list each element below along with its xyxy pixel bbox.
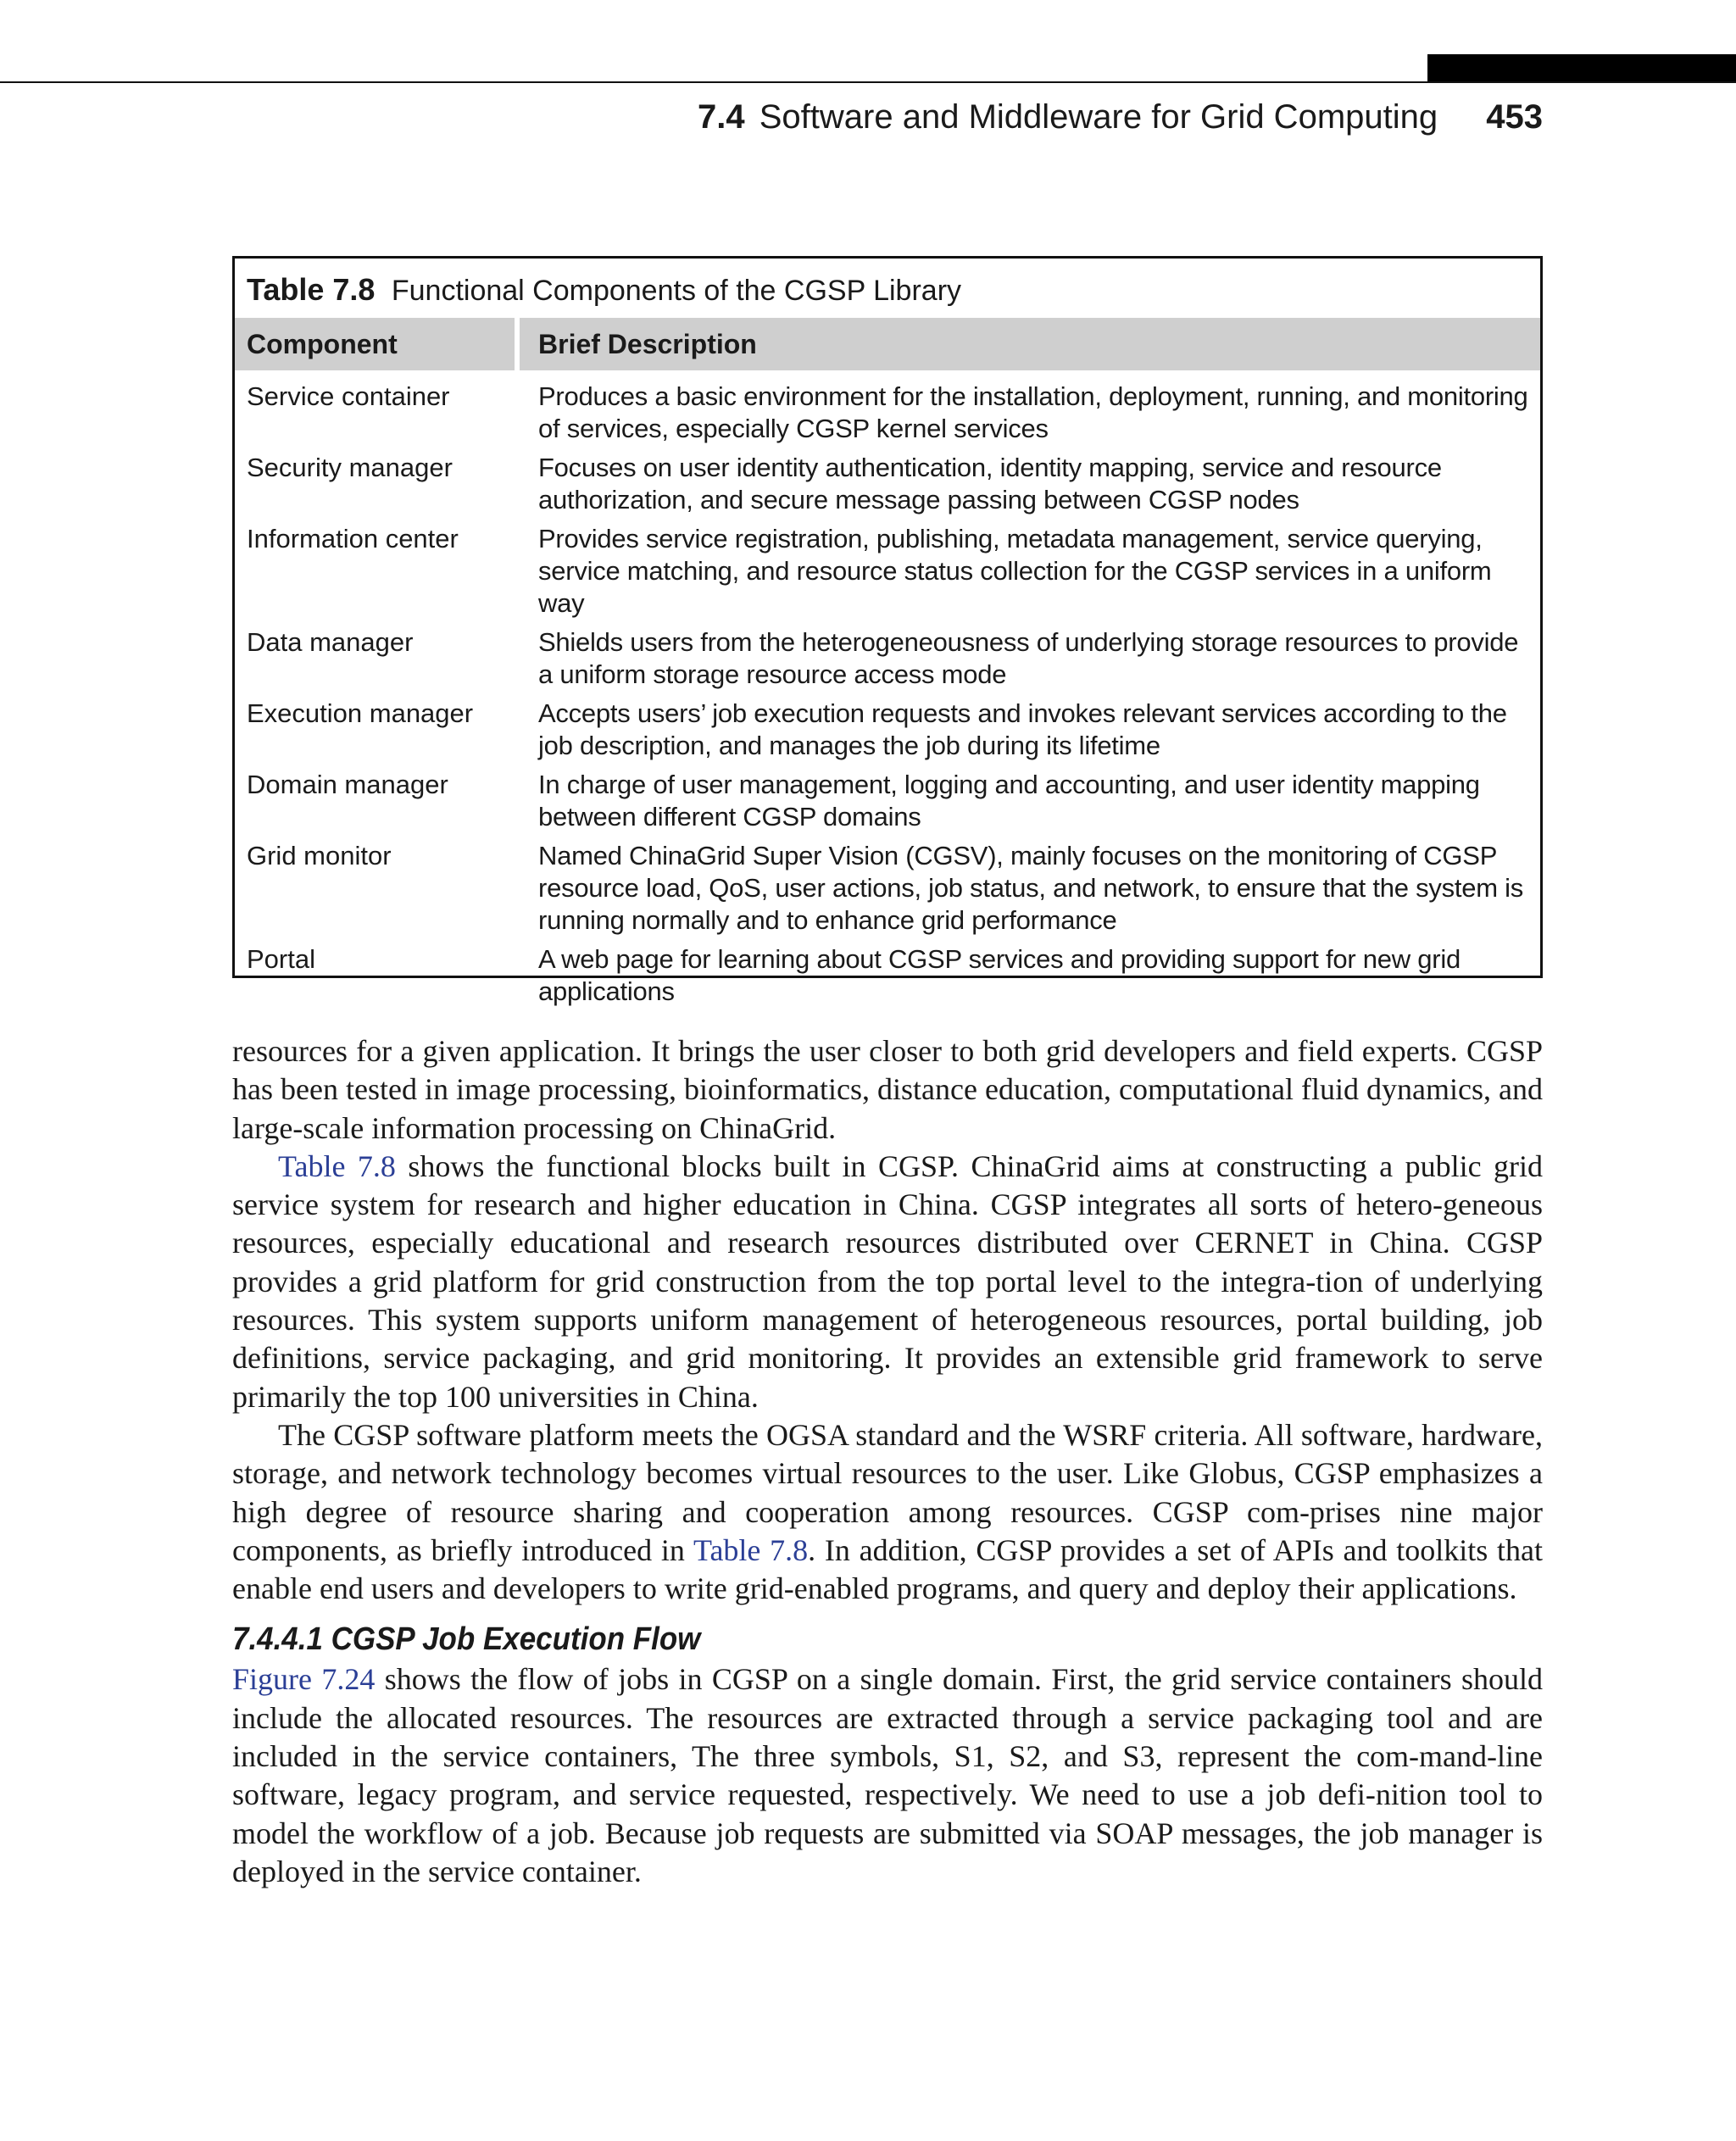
component-cell: Data manager — [247, 627, 414, 657]
table-7-8-link[interactable]: Table 7.8 — [693, 1532, 809, 1567]
component-cell: Security manager — [247, 453, 453, 482]
table-7-8 — [232, 256, 1543, 1006]
component-cell: Grid monitor — [247, 841, 392, 870]
paragraph-2 — [232, 1148, 1543, 1416]
description-cell: Produces a basic environment for the installation, deployment, running, and monitoring of services, especially CGSP kernel services — [538, 381, 1528, 443]
component-cell: Service container — [247, 381, 450, 411]
running-header — [698, 92, 1543, 142]
table-row — [235, 626, 1540, 691]
paragraph-2-text: shows the functional blocks built in CGSP. ChinaGrid aims at constructing a public grid service system for research and higher education in China. CGSP integrates all sorts of hetero-geneous resources, especially educational and research resources distributed over CERNET in China. CGSP provides a grid platform for grid construction from the top portal level to the integra-tion of underlying resources. This system supports uniform management of heterogeneous resources, portal building, job definitions, service packaging, and grid monitoring. It provides an extensible grid framework to serve primarily the top 100 universities in China. — [232, 1148, 1544, 1414]
table-7-8-link[interactable]: Table 7.8 — [278, 1148, 396, 1183]
table-row — [235, 523, 1540, 620]
component-cell: Portal — [247, 944, 315, 974]
description-cell: Provides service registration, publishing, metadata management, service querying, service matching, and resource status collection for the CGSP services in a uniform way — [538, 524, 1492, 618]
description-cell: A web page for learning about CGSP services and providing support for new grid applications — [538, 944, 1461, 1006]
paragraph-1: resources for a given application. It brings the user closer to both grid developers and field experts. CGSP has been tested in image processing, bioinformatics, distance education, computational fluid dynamics, and large-scale information processing on ChinaGrid. — [232, 1034, 1543, 1145]
page-number: 453 — [1486, 98, 1543, 136]
subsection-heading: 7.4.4.1 CGSP Job Execution Flow — [232, 1621, 701, 1658]
table-row — [235, 840, 1540, 937]
component-cell: Execution manager — [247, 698, 474, 728]
description-cell: Accepts users’ job execution requests and invokes relevant services according to the job description, and manages the job during its lifetime — [538, 698, 1507, 760]
description-cell: Focuses on user identity authentication, identity mapping, service and resource authorization, and secure message passing between CGSP nodes — [538, 453, 1442, 514]
paragraph-4-text: shows the flow of jobs in CGSP on a single domain. First, the grid service containers should include the allocated resources. The resources are extracted through a service packaging tool and are included in the service containers, The three symbols, S1, S2, and S3, represent the com-mand-line software, legacy program, and service requested, respectively. We need to use a job defi-nition tool to model the workflow of a job. Because job requests are submitted via SOAP messages, the job manager is deployed in the service container. — [232, 1662, 1543, 1888]
table-row — [235, 381, 1540, 445]
table-row — [235, 769, 1540, 833]
table-body — [235, 381, 1540, 1015]
description-cell: Named ChinaGrid Super Vision (CGSV), mainly focuses on the monitoring of CGSP resource load, QoS, user actions, job status, and network, to ensure that the system is running normally and to enhance grid performance — [538, 841, 1524, 935]
paragraph-4 — [232, 1660, 1543, 1891]
column-header-description: Brief Description — [520, 318, 1540, 370]
description-cell: In charge of user management, logging and accounting, and user identity mapping between different CGSP domains — [538, 770, 1480, 831]
section-title: Software and Middleware for Grid Computing — [759, 98, 1438, 136]
table-row — [235, 452, 1540, 516]
figure-7-24-link[interactable]: Figure 7.24 — [232, 1662, 376, 1697]
header-black-bar — [1427, 54, 1736, 83]
paragraph-3 — [232, 1416, 1543, 1608]
table-caption — [247, 267, 961, 314]
table-title: Functional Components of the CGSP Library — [391, 275, 962, 307]
header-rule — [0, 81, 1736, 83]
column-header-component: Component — [235, 318, 515, 370]
table-label: Table 7.8 — [247, 272, 376, 307]
body-text — [232, 1032, 1543, 1891]
table-row — [235, 943, 1540, 1008]
paragraph-3-text-b: . In addition, CGSP provides a set of APIs and toolkits that enable end users and developers to write grid-enabled programs, and query and deploy their applications. — [232, 1532, 1544, 1606]
table-row — [235, 698, 1540, 762]
description-cell: Shields users from the heterogeneousness of underlying storage resources to provide a uniform storage resource access mode — [538, 627, 1519, 689]
paragraph-3-text-a: The CGSP software platform meets the OGSA standard and the WSRF criteria. All software, hardware, storage, and network technology becomes virtual resources to the user. Like Globus, CGSP emphasizes a high degree of resource sharing and cooperation among resources. CGSP com-prises nine major components, as briefly introduced in — [232, 1417, 1543, 1567]
component-cell: Information center — [247, 524, 459, 553]
section-number: 7.4 — [698, 98, 745, 136]
component-cell: Domain manager — [247, 770, 448, 799]
